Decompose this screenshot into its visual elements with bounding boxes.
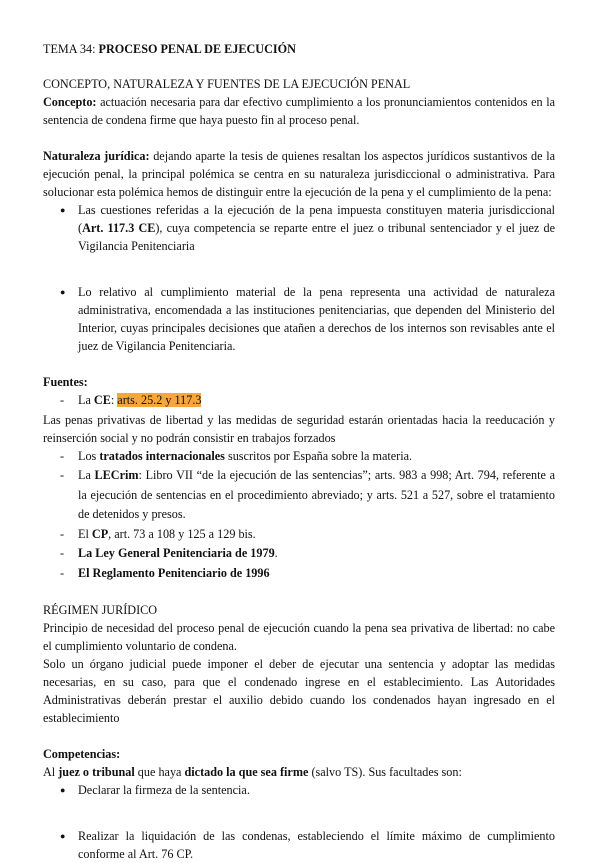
list-item: - El Reglamento Penitenciario de 1996 <box>43 564 555 584</box>
list-item: ● Realizar la liquidación de las condenas, estableciendo el límite máximo de cumplimiento conforme al Art. 76 CP. <box>60 829 555 861</box>
competencias-list-2 <box>43 827 555 863</box>
list-item: - La LECrim: Libro VII “de la ejecución de las sentencias”; arts. 983 a 998; Art. 794, referente a la ejecución de sentencias en el procedimiento abreviado; y arts. 521 a 527, sobre el tratamiento de detenidos y presos. <box>60 468 556 521</box>
section-heading-concepto: CONCEPTO, NATURALEZA Y FUENTES DE LA EJECUCIÓN PENAL <box>43 77 411 91</box>
naturaleza-list <box>43 201 555 255</box>
fuentes-heading: Fuentes: <box>43 375 88 389</box>
dash-icon: - <box>60 546 65 560</box>
fuentes-list <box>43 447 555 584</box>
regimen-heading: RÉGIMEN JURÍDICO <box>43 603 158 617</box>
list-item: ● Las cuestiones referidas a la ejecución de la pena impuesta constituyen materia jurisdiccional (Art. 117.3 CE), cuya competencia se reparte entre el juez o tribunal sentenciador y el juez de Vigilancia Penitenciaria <box>60 203 555 253</box>
regimen-paragraph-2: Solo un órgano judicial puede imponer el deber de ejecutar una sentencia y adoptar las medidas necesarias, en su caso, para que el condenado ingrese en el establecimiento. Las Autoridades Administrativas deberán prestar el auxilio debido cuando los condenados hayan ingresado en el establecimiento <box>43 657 555 725</box>
bullet-icon: ● <box>60 831 66 841</box>
document-page <box>43 40 555 863</box>
highlighted-text: arts. 25.2 y 117.3 <box>117 393 202 407</box>
list-item: - La Ley General Penitenciaria de 1979. <box>43 544 555 564</box>
list-item: - La CE: arts. 25.2 y 117.3 <box>43 391 555 411</box>
dash-icon: - <box>60 468 65 482</box>
competencias-heading: Competencias: <box>43 747 121 761</box>
dash-icon: - <box>60 526 65 541</box>
title-bold: PROCESO PENAL DE EJECUCIÓN <box>98 42 296 56</box>
naturaleza-paragraph: Naturaleza jurídica: dejando aparte la tesis de quienes resaltan los aspectos jurídicos sustantivos de la ejecución penal, la principal polémica se centra en su naturaleza jurisdiccional o administrativa. Para solucionar esta polémica hemos de distinguir entre la ejecución de la pena y el cumplimiento de la pena: <box>43 149 555 199</box>
document-title: TEMA 34: PROCESO PENAL DE EJECUCIÓN <box>43 42 296 56</box>
list-item: - El CP, art. 73 a 108 y 125 a 129 bis. <box>43 525 555 545</box>
dash-icon: - <box>60 565 65 580</box>
list-item: ● Lo relativo al cumplimiento material de la pena representa una actividad de naturaleza administrativa, encomendada a las instituciones penitenciarias, que dependen del Ministerio del Interior, cuyas principales decisiones que atañen a derechos de los internos son revisables ante el juez de Vigilancia Penitenciaria. <box>60 285 555 353</box>
dash-icon: - <box>60 448 65 463</box>
concepto-paragraph: Concepto: actuación necesaria para dar efectivo cumplimiento a los pronunciamientos contenidos en la sentencia de condena firme que haya puesto fin al proceso penal. <box>43 95 555 127</box>
list-item: ● Declarar la firmeza de la sentencia. <box>60 783 250 797</box>
bullet-icon: ● <box>60 785 66 795</box>
regimen-paragraph-1: Principio de necesidad del proceso penal de ejecución cuando la pena sea privativa de libertad: no cabe el cumplimiento voluntario de condena. <box>43 621 555 653</box>
list-item: - Los tratados internacionales suscritos por España sobre la materia. <box>43 447 555 467</box>
bullet-icon: ● <box>60 205 66 215</box>
dash-icon: - <box>60 393 65 407</box>
competencias-paragraph: Al juez o tribunal que haya dictado la que sea firme (salvo TS). Sus facultades son: <box>43 765 462 779</box>
competencias-list <box>43 781 555 799</box>
fuentes-list-ce <box>43 391 555 411</box>
fuentes-paragraph: Las penas privativas de libertad y las medidas de seguridad estarán orientadas hacia la reeducación y reinserción social y no podrán consistir en trabajos forzados <box>43 412 555 445</box>
naturaleza-list-2 <box>43 283 555 355</box>
bullet-icon: ● <box>60 287 66 297</box>
